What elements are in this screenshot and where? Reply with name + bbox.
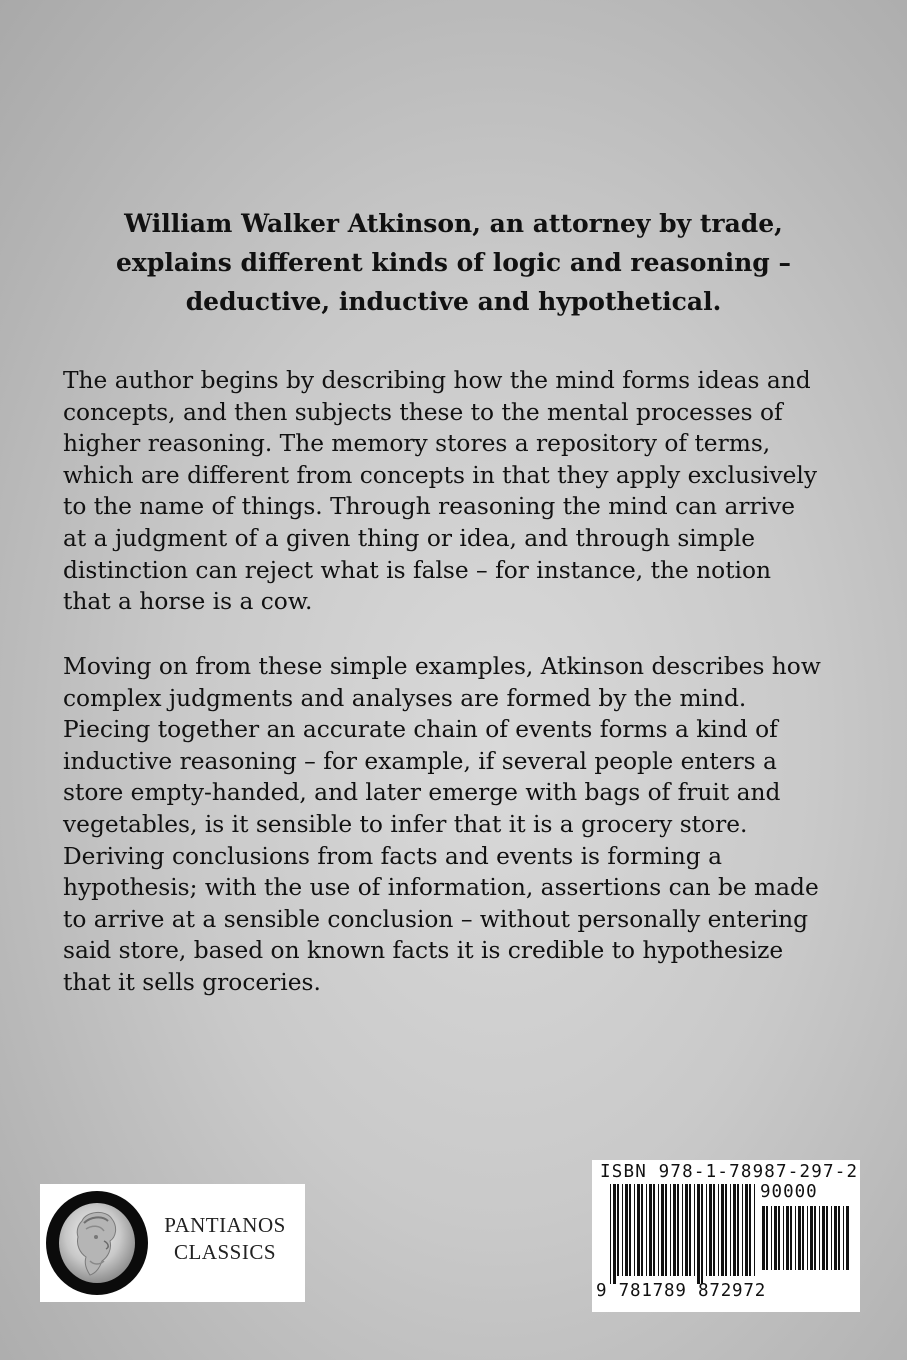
barcode-bar (814, 1206, 816, 1270)
price-code-text: 90000 (760, 1182, 818, 1202)
barcode-bar (783, 1206, 784, 1270)
paragraph-line: that it sells groceries. (63, 968, 321, 996)
paragraph-line: to arrive at a sensible conclusion – without personally entering (63, 905, 809, 933)
ean-digits-text: 9 781789 872972 (596, 1281, 767, 1301)
description-paragraph-1 (63, 365, 863, 618)
description-paragraph-2 (63, 651, 863, 999)
publisher-name-line-1: PANTIANOS (164, 1213, 286, 1237)
barcode-bar (689, 1184, 691, 1276)
barcode-bar (661, 1184, 664, 1276)
isbn-barcode (592, 1160, 860, 1312)
barcode-bar (790, 1206, 792, 1270)
barcode-bar (725, 1184, 727, 1276)
paragraph-line: at a judgment of a given thing or idea, and through simple (63, 524, 756, 552)
paragraph-line: which are different from concepts in that they apply exclusively (63, 461, 818, 489)
barcode-bar (685, 1184, 688, 1276)
barcode-bar (706, 1184, 707, 1276)
paragraph-line: Piecing together an accurate chain of events forms a kind of (63, 716, 778, 744)
barcode-bar (778, 1206, 780, 1270)
barcode-bar (694, 1184, 695, 1276)
barcode-bar (737, 1184, 739, 1276)
barcode-bar (677, 1184, 679, 1276)
barcode-bar (713, 1184, 715, 1276)
classical-head-medallion-icon (46, 1191, 148, 1295)
publisher-name-line-2: CLASSICS (173, 1240, 277, 1264)
barcode-bar (613, 1184, 616, 1284)
barcode-bar (795, 1206, 796, 1270)
addon-barcode-bars (762, 1206, 850, 1296)
barcode-bar (701, 1184, 703, 1284)
barcode-bar (641, 1184, 643, 1276)
barcode-bar (802, 1206, 804, 1270)
paragraph-line: store empty-handed, and later emerge with bags of fruit and (63, 779, 781, 807)
headline-line: William Walker Atkinson, an attorney by trade, (124, 209, 783, 238)
barcode-bar (822, 1206, 825, 1270)
barcode-bar (745, 1184, 748, 1276)
barcode-bar (697, 1184, 700, 1284)
barcode-bar (718, 1184, 719, 1276)
headline-line: explains different kinds of logic and reasoning – (116, 248, 791, 277)
barcode-bar (819, 1206, 820, 1270)
barcode-bar (843, 1206, 844, 1270)
barcode-bar (670, 1184, 671, 1276)
publisher-logo (40, 1184, 305, 1302)
paragraph-line: Deriving conclusions from facts and events is forming a (63, 842, 722, 870)
barcode-bar (754, 1184, 755, 1276)
barcode-bar (721, 1184, 724, 1276)
cover-headline (60, 204, 847, 321)
paragraph-line: said store, based on known facts it is credible to hypothesize (63, 937, 784, 965)
paragraph-line: higher reasoning. The memory stores a repository of terms, (63, 430, 771, 458)
paragraph-line: vegetables, is it sensible to infer that it is a grocery store. (63, 810, 748, 838)
headline-line: deductive, inductive and hypothetical. (185, 287, 722, 316)
paragraph-line: complex judgments and analyses are formed by the mind. (63, 684, 747, 712)
paragraph-line: Moving on from these simple examples, Atkinson describes how (63, 653, 821, 680)
barcode-bar (653, 1184, 655, 1276)
barcode-bar (646, 1184, 647, 1276)
barcode-bar (807, 1206, 808, 1270)
paragraph-line: to the name of things. Through reasoning the mind can arrive (63, 493, 796, 521)
paragraph-line: distinction can reject what is false – for instance, the notion (63, 556, 772, 584)
barcode-bar (733, 1184, 736, 1276)
barcode-bar (742, 1184, 743, 1276)
barcode-bar (634, 1184, 635, 1276)
barcode-bar (730, 1184, 731, 1276)
barcode-bar (665, 1184, 667, 1276)
barcode-bar (846, 1206, 849, 1270)
barcode-bar (629, 1184, 631, 1276)
barcode-bar (649, 1184, 652, 1276)
barcode-bar (637, 1184, 640, 1276)
paragraph-line: that a horse is a cow. (63, 588, 313, 616)
barcode-bar (617, 1184, 619, 1276)
barcode-bar (622, 1184, 623, 1276)
barcode-bar (610, 1184, 611, 1284)
paragraph-line: inductive reasoning – for example, if several people enters a (63, 747, 777, 775)
barcode-bar (834, 1206, 837, 1270)
publisher-name (150, 1212, 300, 1266)
paragraph-line: concepts, and then subjects these to the mental processes of (63, 398, 783, 426)
ean-barcode-bars (610, 1184, 758, 1284)
barcode-bar (838, 1206, 840, 1270)
barcode-bar (682, 1184, 683, 1276)
barcode-bar (625, 1184, 628, 1276)
paragraph-line: The author begins by describing how the mind forms ideas and (63, 367, 811, 394)
barcode-bar (673, 1184, 676, 1276)
paragraph-line: hypothesis; with the use of information, assertions can be made (63, 874, 819, 902)
barcode-bar (658, 1184, 659, 1276)
barcode-bar (762, 1206, 765, 1270)
barcode-bar (810, 1206, 813, 1270)
isbn-text: ISBN 978-1-78987-297-2 (600, 1162, 859, 1182)
barcode-bar (798, 1206, 801, 1270)
barcode-bar (709, 1184, 712, 1276)
barcode-bar (826, 1206, 828, 1270)
barcode-bar (786, 1206, 789, 1270)
barcode-bar (749, 1184, 751, 1276)
barcode-bar (774, 1206, 777, 1270)
barcode-bar (831, 1206, 832, 1270)
barcode-bar (766, 1206, 768, 1270)
barcode-bar (771, 1206, 772, 1270)
